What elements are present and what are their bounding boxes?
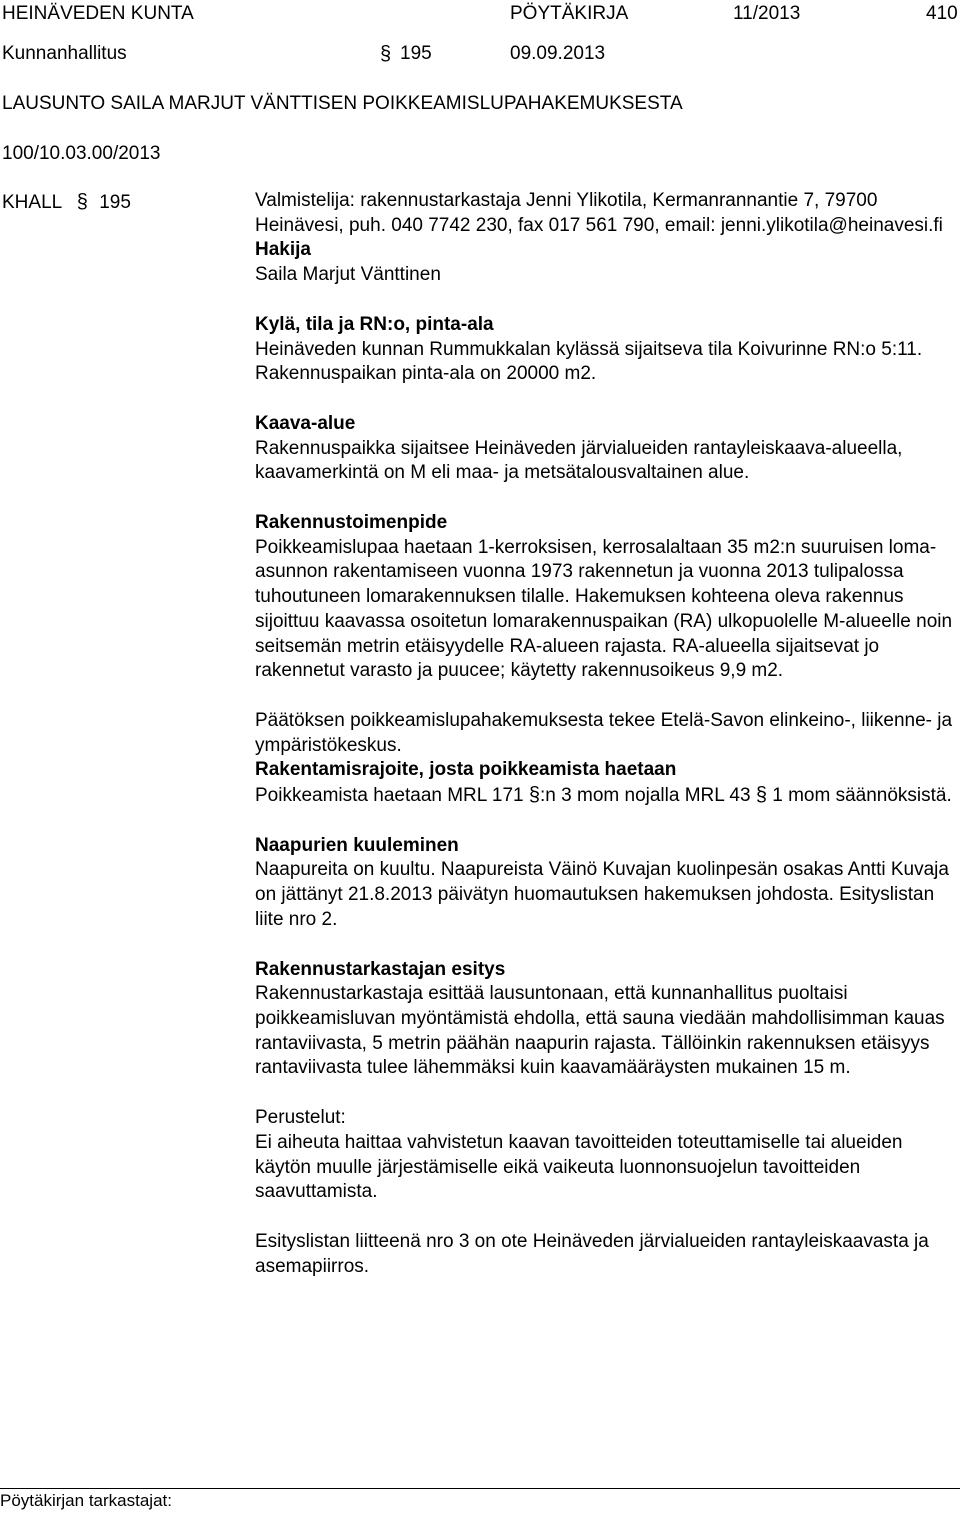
page-title: LAUSUNTO SAILA MARJUT VÄNTTISEN POIKKEAMISLUPAHAKEMUKSESTA (2, 93, 683, 114)
measure-heading: Rakennustoimenpide (255, 512, 448, 534)
grounds-section (255, 1106, 960, 1205)
village-body: Heinäveden kunnan Rummukkalan kylässä sijaitseva tila Koivurinne RN:o 5:11. Rakennuspaikan pinta-ala on 20000 m2. (255, 338, 923, 385)
applicant-heading: Hakija (255, 239, 311, 261)
neighbors-body: Naapureita on kuultu. Naapureista Väinö Kuvajan kuolinpesän osakas Antti Kuvaja on jättänyt 21.8.2013 päivätyn huomautuksen hakemuksen johdosta. Esityslistan liite nro 2. (255, 859, 949, 930)
proposal-section (255, 958, 960, 1082)
proposal-heading: Rakennustarkastajan esitys (255, 958, 506, 980)
neighbors-section (255, 834, 960, 933)
main-content (255, 189, 960, 1279)
document-subheader (0, 42, 960, 68)
restriction-section (255, 758, 960, 808)
decision-paragraph: Päätöksen poikkeamislupahakemuksesta tekee Etelä-Savon elinkeino-, liikenne- ja ympäristökeskus. (255, 709, 953, 756)
preparer-paragraph: Valmistelija: rakennustarkastaja Jenni Ylikotila, Kermanrannantie 7, 79700 Heinävesi, puh. 040 7742 230, fax 017 561 790, email: jenni.ylikotila@heinavesi.fi (255, 190, 943, 236)
header-org: HEINÄVEDEN KUNTA (2, 3, 194, 24)
header-section: 195 (400, 43, 432, 64)
document-header (0, 0, 960, 30)
margin-label-prefix: KHALL (2, 192, 62, 213)
attachment-paragraph: Esityslistan liitteenä nro 3 on ote Heinäveden järvialueiden rantayleiskaavasta ja asemapiirros. (255, 1230, 929, 1277)
zone-body: Rakennuspaikka sijaitsee Heinäveden järvialueiden rantayleiskaava-alueella, kaavamerkintä on M eli maa- ja metsätalousvaltainen alue. (255, 437, 903, 484)
margin-label (2, 190, 131, 216)
applicant-body: Saila Marjut Vänttinen (255, 264, 441, 286)
header-date: 09.09.2013 (510, 43, 606, 64)
restriction-body (255, 783, 960, 809)
village-heading: Kylä, tila ja RN:o, pinta-ala (255, 313, 494, 335)
measure-section (255, 511, 960, 684)
zone-section (255, 412, 960, 486)
grounds-heading: Perustelut: (255, 1107, 346, 1129)
doc-number: 100/10.03.00/2013 (2, 143, 161, 164)
header-doc-type: PÖYTÄKIRJA (510, 3, 629, 24)
footer-label: Pöytäkirjan tarkastajat: (0, 1491, 172, 1510)
restriction-text-3: 1 mom säännöksistä. (766, 785, 952, 807)
grounds-body: Ei aiheuta haittaa vahvistetun kaavan tavoitteiden toteuttamiselle tai alueiden käytön muulle järjestämiselle eikä vaikeuta luonnonsuojelun tavoitteiden saavuttamista. (255, 1131, 903, 1203)
header-page-number: 410 (926, 3, 958, 24)
margin-section-mark: § (76, 191, 88, 213)
section-mark: § (380, 43, 392, 65)
margin-section: 195 (99, 192, 131, 213)
header-issue: 11/2013 (733, 3, 801, 24)
applicant-section (255, 238, 960, 287)
restriction-section-mark-2: § (755, 784, 767, 807)
measure-body: Poikkeamislupaa haetaan 1-kerroksisen, kerrosalaltaan 35 m2:n suuruisen loma-asunnon rakentamiseen vuonna 1973 rakennetun ja vuonna 2013 tulipalossa tuhoutuneen lomarakennuksen tilalle. Hakemuksen kohteena oleva rakennus sijoittuu kaavassa osoitetun lomarakennuspaikan (RA) ulkopuolelle M-alueelle noin seitsemän metrin etäisyydelle RA-alueen rajasta. RA-alueella sijaitsevat jo rakennetut varasto ja puucee; käytetty rakennusoikeus 9,9 m2. (255, 536, 953, 682)
header-body: Kunnanhallitus (2, 43, 127, 64)
restriction-text-1: Poikkeamista haetaan MRL 171 (255, 785, 529, 807)
village-section (255, 313, 960, 387)
neighbors-heading: Naapurien kuuleminen (255, 834, 459, 856)
document-footer (0, 1488, 960, 1512)
restriction-heading: Rakentamisrajoite, josta poikkeamista haetaan (255, 759, 677, 781)
restriction-text-2: :n 3 mom nojalla MRL 43 (540, 785, 756, 807)
restriction-section-mark-1: § (528, 784, 541, 807)
zone-heading: Kaava-alue (255, 412, 356, 434)
proposal-body: Rakennustarkastaja esittää lausuntonaan, että kunnanhallitus puoltaisi poikkeamisluvan myöntämistä ehdolla, että sauna viedään mahdollisimman kauas rantaviivasta, 5 metrin päähän naapurin rajasta. Tällöinkin rakennuksen etäisyys rantaviivasta tulee lähemmäksi kuin kaavamääräysten mukainen 15 m. (255, 983, 945, 1079)
